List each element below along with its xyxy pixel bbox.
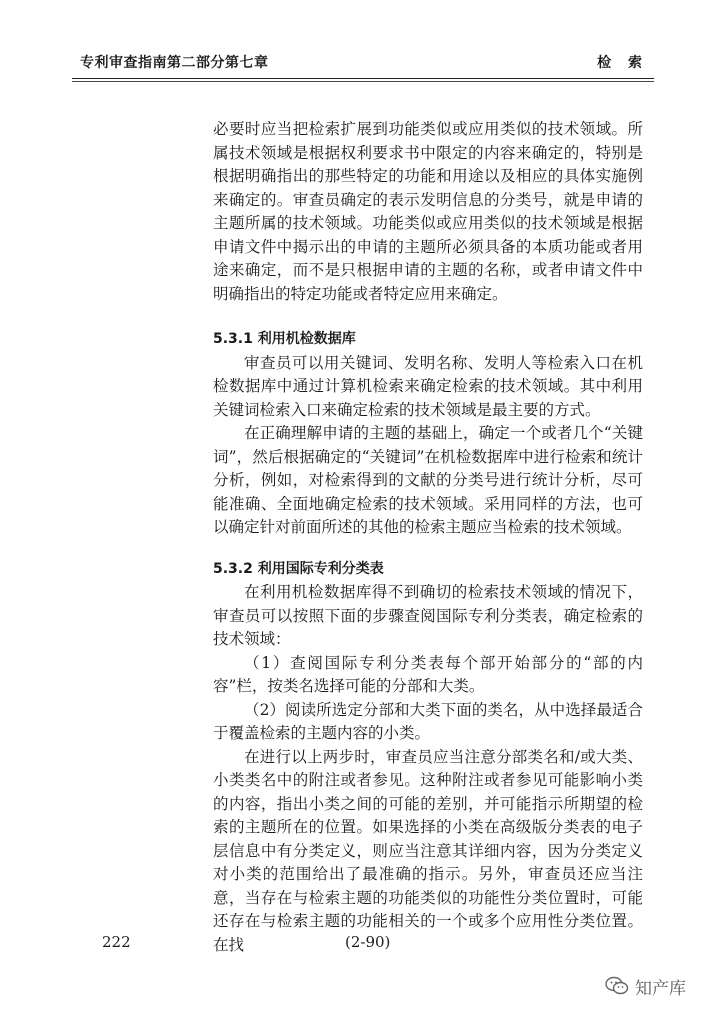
header-section-title: 检 索 — [597, 55, 648, 71]
running-header — [72, 52, 654, 74]
paragraph: 在利用机检数据库得不到确切的检索技术领域的情况下，审查员可以按照下面的步骤查阅国际专利分类表，确定检索的技术领域： — [213, 583, 643, 648]
watermark — [605, 974, 686, 998]
paragraph: 在正确理解申请的主题的基础上，确定一个或者几个“关键词”，然后根据确定的“关键词”在机检数据库中进行检索和统计分析，例如，对检索得到的文献的分类号进行统计分析，尽可能准确、全面地确定检索的技术领域。采用同样的方法，也可以确定针对前面所述的其他的检索主题应当检索的技术领域。 — [213, 424, 643, 536]
list-item-step-1: （1）查阅国际专利分类表每个部开始部分的“部的内容”栏，按类名选择可能的分部和大类。 — [213, 653, 643, 695]
page-number: 222 — [102, 933, 131, 951]
wechat-icon — [605, 976, 629, 996]
section-heading-5-3-1: 5.3.1 利用机检数据库 — [213, 331, 356, 347]
paragraph: 在进行以上两步时，审查员应当注意分部类名和/或大类、小类类名中的附注或者参见。这种附注或者参见可能影响小类的内容，指出小类之间的可能的差别，并可能指示所期望的检索的主题所在的位置。如果选择的小类在高级版分类表的电子层信息中有分类定义，则应当注意其详细内容，因为分类定义对小类的范围给出了最准确的指示。另外，审查员还应当注意，当存在与检索主题的功能类似的功能性分类位置时，可能还存在与检索主题的功能相关的一个或多个应用性分类位置。在找 — [213, 747, 643, 954]
list-item-step-2: （2）阅读所选定分部和大类下面的类名，从中选择最适合于覆盖检索的主题内容的小类。 — [213, 700, 643, 742]
paragraph: 必要时应当把检索扩展到功能类似或应用类似的技术领域。所属技术领域是根据权利要求书中限定的内容来确定的，特别是根据明确指出的那些特定的功能和用途以及相应的具体实施例来确定的。审查员确定的表示发明信息的分类号，就是申请的主题所属的技术领域。功能类似或应用类似的技术领域是根据申请文件中揭示出的申请的主题所必须具备的本质功能或者用途来确定，而不是只根据申请的主题的名称，或者申请文件中明确指出的特定功能或者特定应用来确定。 — [213, 120, 643, 303]
header-rule — [72, 78, 654, 79]
header-rule-thin — [72, 81, 654, 82]
page-body — [213, 118, 643, 957]
header-chapter-title: 专利审查指南第二部分第七章 — [80, 55, 269, 71]
section-heading-5-3-2: 5.3.2 利用国际专利分类表 — [213, 560, 384, 577]
watermark-text: 知产库 — [635, 978, 686, 999]
page-code: (2-90) — [345, 933, 391, 951]
paragraph: 审查员可以用关键词、发明名称、发明人等检索入口在机检数据库中通过计算机检索来确定检索的技术领域。其中利用关键词检索入口来确定检索的技术领域是最主要的方式。 — [213, 353, 643, 419]
